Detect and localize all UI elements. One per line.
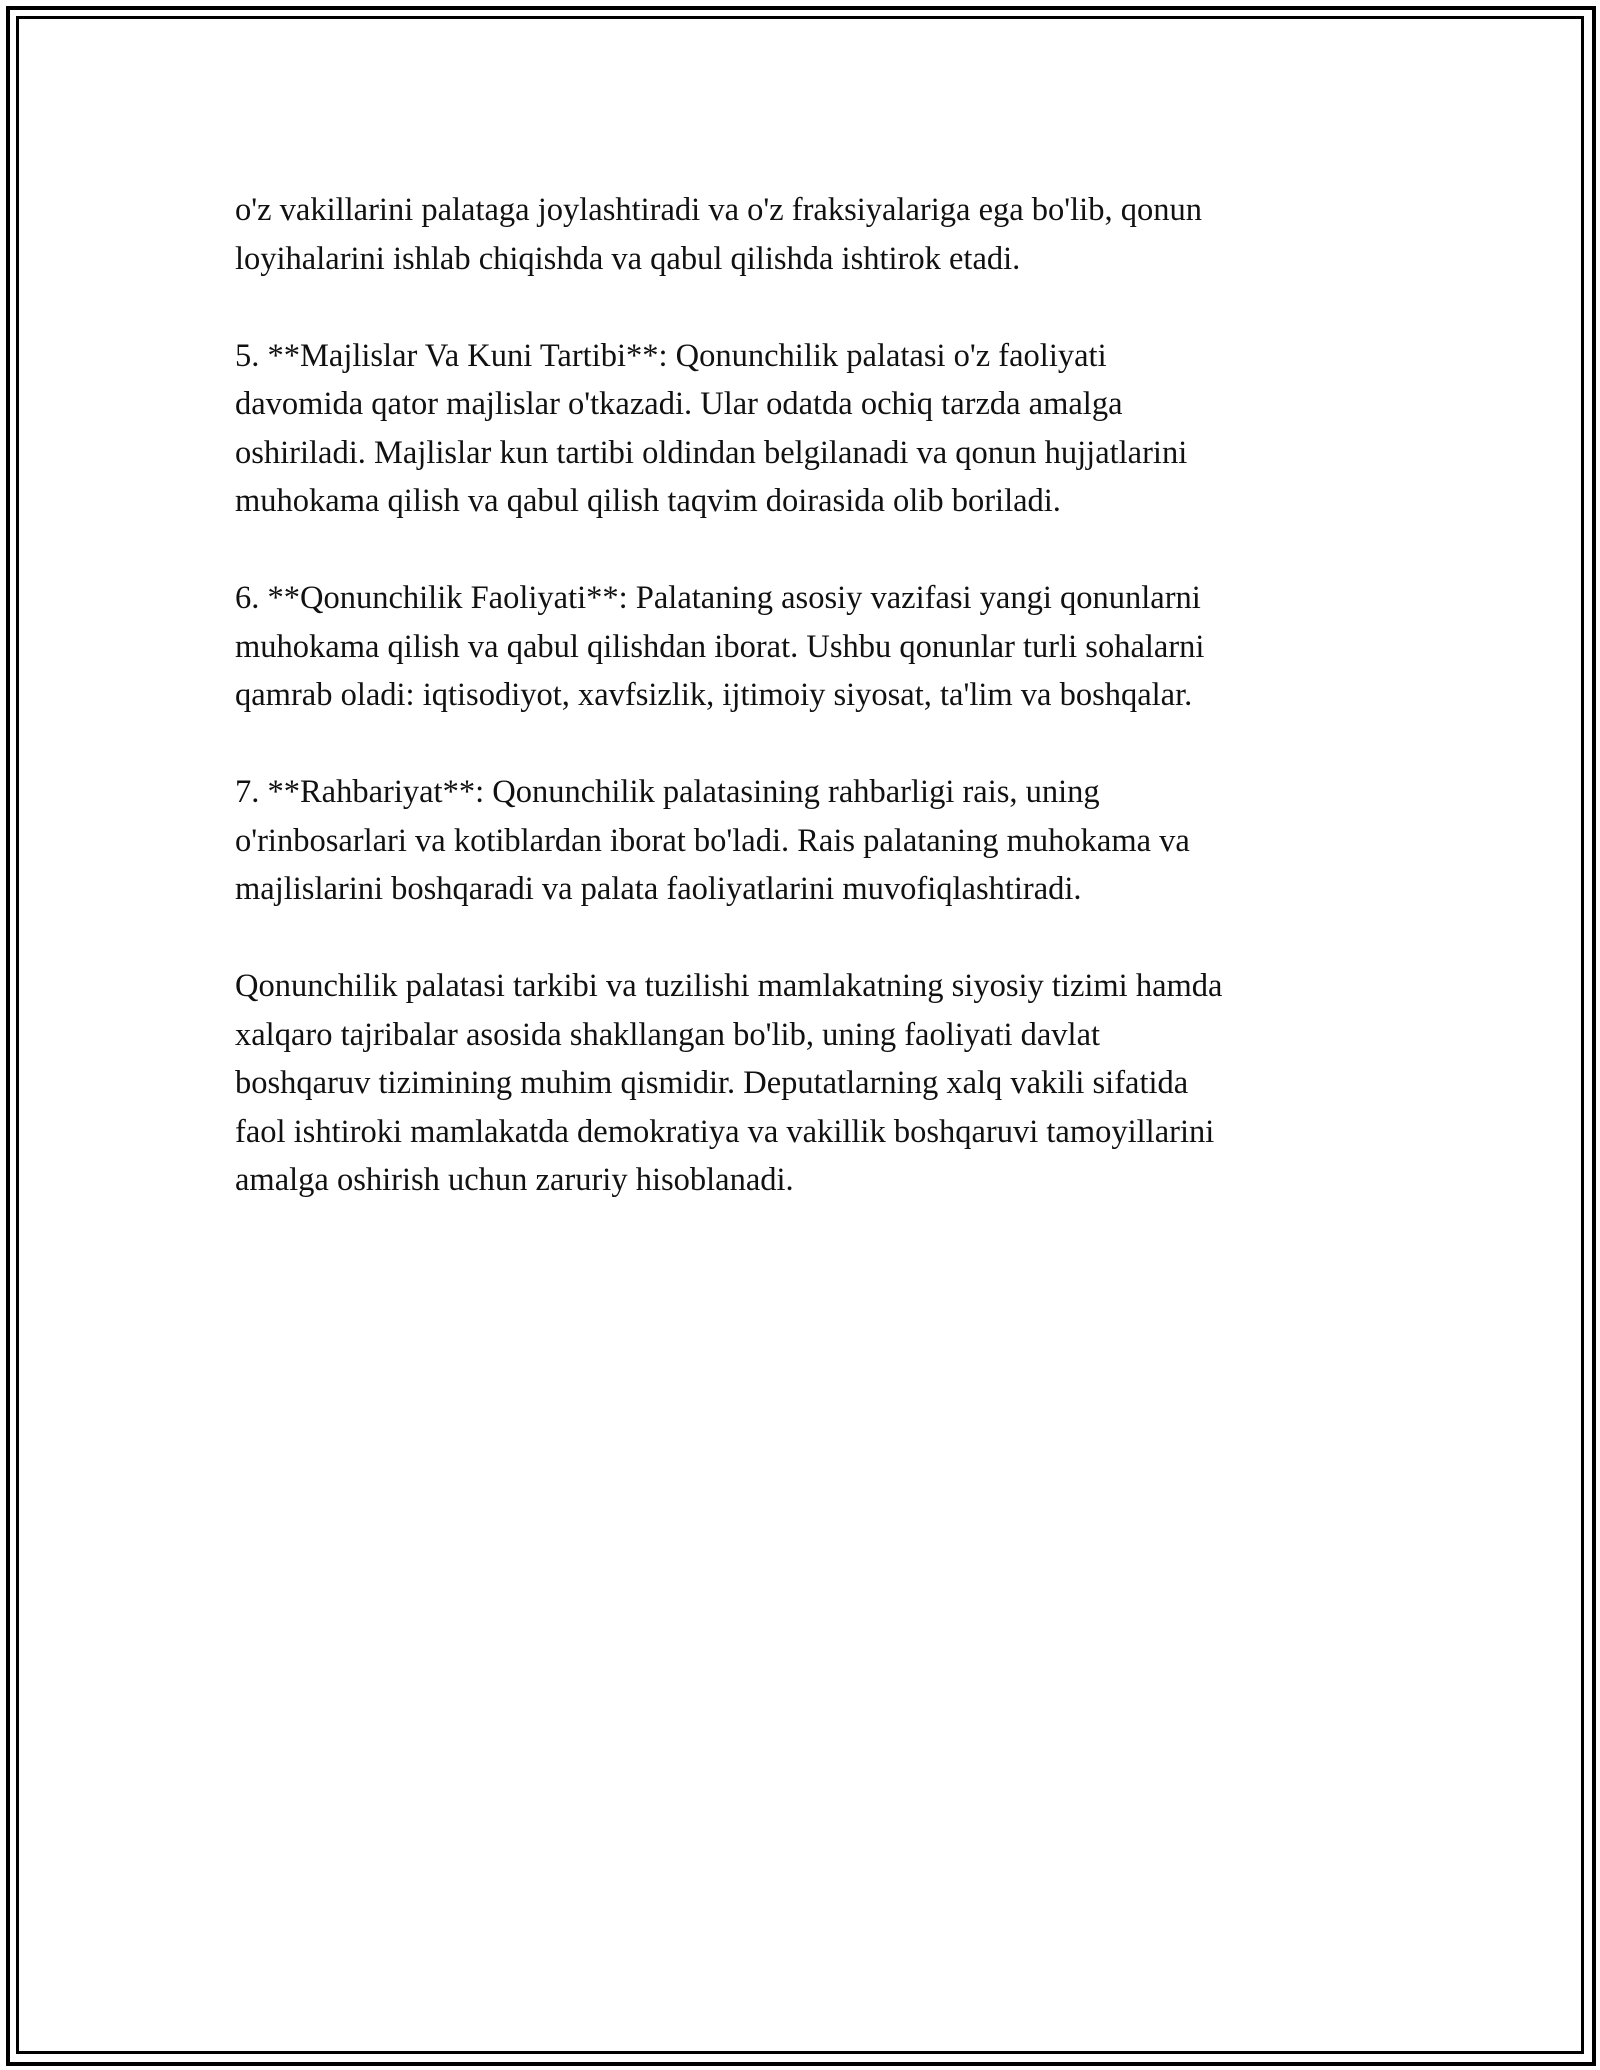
paragraph-conclusion: [235, 962, 1365, 1205]
text-line: muhokama qilish va qabul qilish taqvim doirasida olib boriladi.: [235, 483, 1061, 519]
text-line: 7. **Rahbariyat**: Qonunchilik palatasining rahbarligi rais, uning: [235, 774, 1100, 810]
text-line: loyihalarini ishlab chiqishda va qabul qilishda ishtirok etadi.: [235, 240, 1021, 277]
text-line: davomida qator majlislar o'tkazadi. Ular odatda ochiq tarzda amalga: [235, 386, 1123, 422]
text-line: qamrab oladi: iqtisodiyot, xavfsizlik, ijtimoiy siyosat, ta'lim va boshqalar.: [235, 677, 1193, 713]
paragraph-item-5: [235, 332, 1365, 526]
text-line: o'rinbosarlari va kotiblardan iborat bo'ladi. Rais palataning muhokama va: [235, 822, 1190, 859]
text-line: 5. **Majlislar Va Kuni Tartibi**: Qonunchilik palatasi o'z faoliyati: [235, 337, 1107, 374]
text-line: majlislarini boshqaradi va palata faoliyatlarini muvofiqlashtiradi.: [235, 871, 1082, 907]
text-line: Qonunchilik palatasi tarkibi va tuzilishi mamlakatning siyosiy tizimi hamda: [235, 968, 1223, 1004]
text-line: xalqaro tajribalar asosida shakllangan bo'lib, uning faoliyati davlat: [235, 1016, 1101, 1053]
paragraph-item-6: [235, 574, 1365, 720]
text-line: muhokama qilish va qabul qilishdan iborat. Ushbu qonunlar turli sohalarni: [235, 628, 1205, 665]
text-line: o'z vakillarini palataga joylashtiradi va o'z fraksiyalariga ega bo'lib, qonun: [235, 192, 1202, 228]
text-line: 6. **Qonunchilik Faoliyati**: Palataning asosiy vazifasi yangi qonunlarni: [235, 580, 1201, 616]
paragraph-continuation: [235, 186, 1365, 283]
text-line: amalga oshirish uchun zaruriy hisoblanadi.: [235, 1162, 794, 1198]
paragraph-item-7: [235, 768, 1365, 914]
text-line: faol ishtiroki mamlakatda demokratiya va vakillik boshqaruvi tamoyillarini: [235, 1113, 1215, 1150]
text-line: oshiriladi. Majlislar kun tartibi oldindan belgilanadi va qonun hujjatlarini: [235, 434, 1188, 471]
text-line: boshqaruv tizimining muhim qismidir. Deputatlarning xalq vakili sifatida: [235, 1065, 1189, 1101]
document-body: [235, 186, 1365, 1253]
